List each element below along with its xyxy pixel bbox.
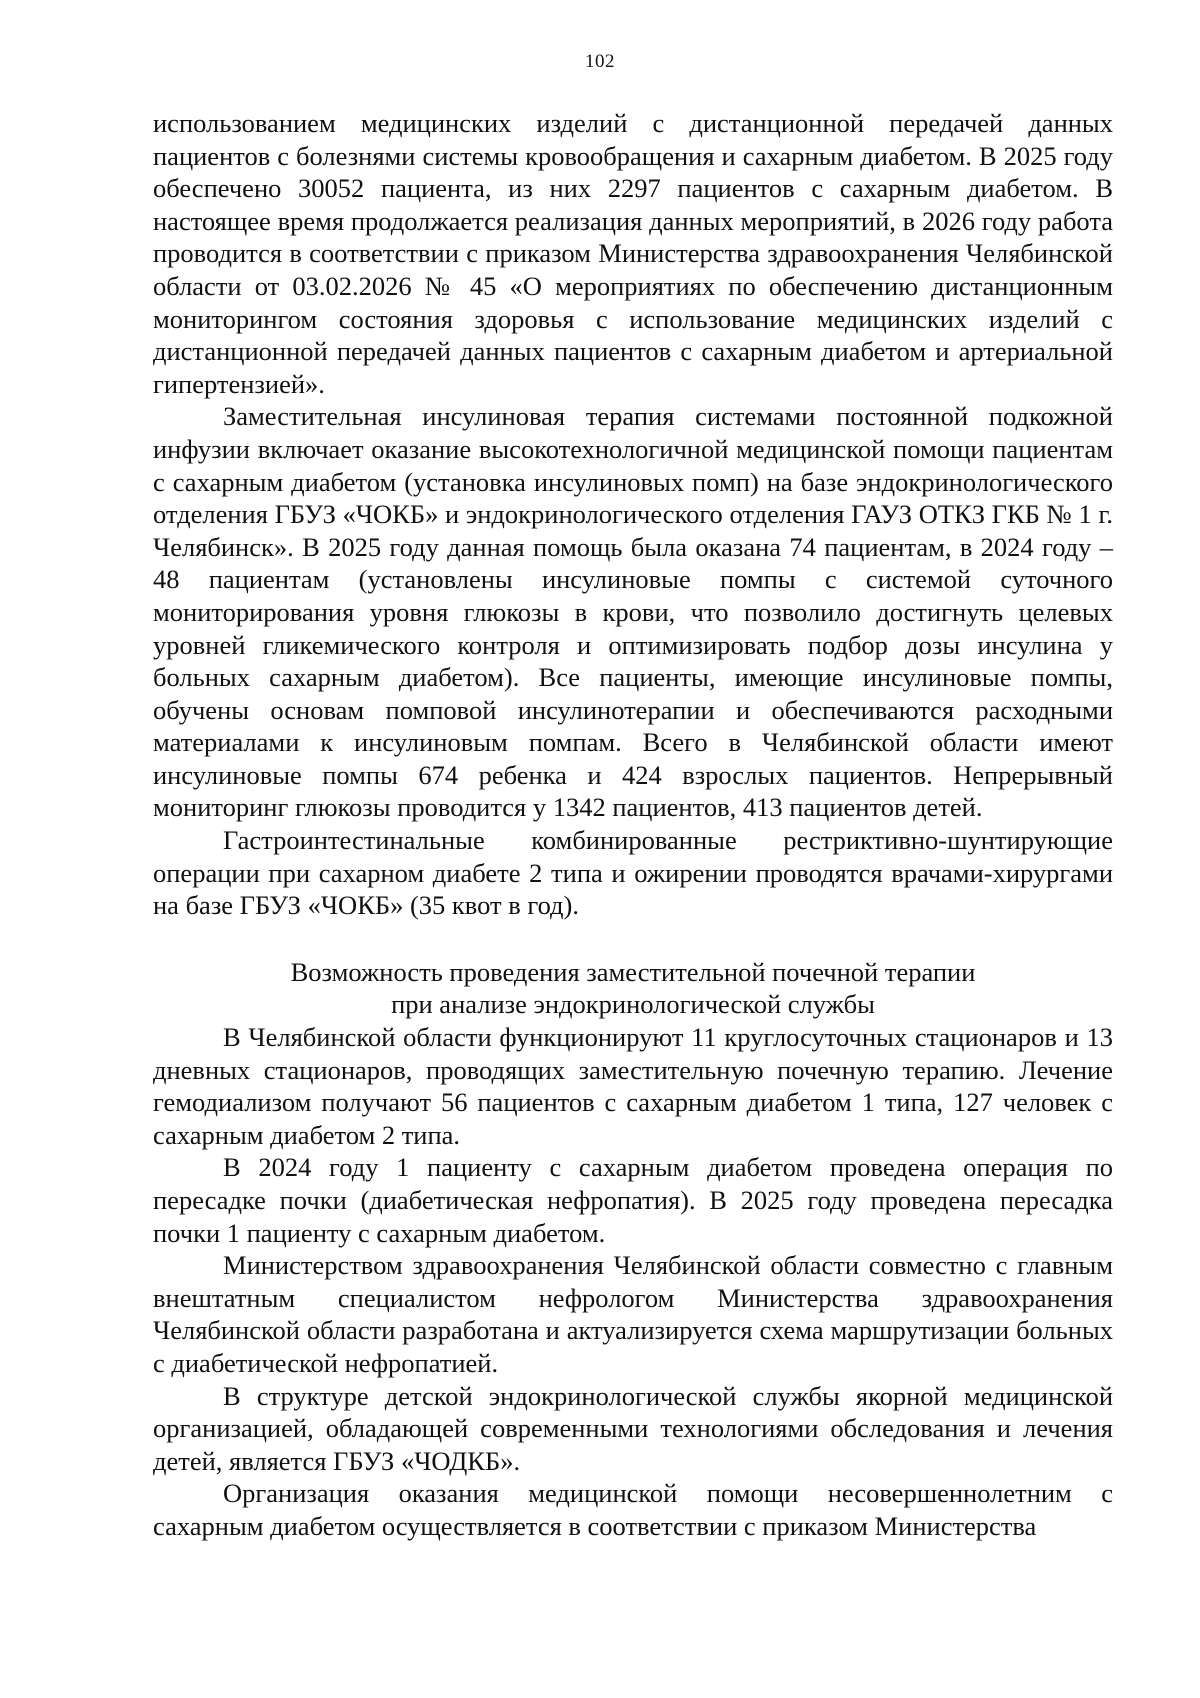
section-heading-line-1: Возможность проведения заместительной почечной терапии	[290, 956, 976, 987]
section-heading	[153, 956, 1113, 1021]
section-heading-line-2: при анализе эндокринологической службы	[391, 989, 875, 1020]
document-body	[153, 107, 1113, 1543]
paragraph-children-service: В структуре детской эндокринологической службы якорной медицинской организацией, обладающей современными технологиями обследования и лечения детей, является ГБУЗ «ЧОДКБ».	[153, 1380, 1113, 1476]
paragraph-dialysis-stations: В Челябинской области функционируют 11 круглосуточных стационаров и 13 дневных стационаров, проводящих заместительную почечную терапию. Лечение гемодиализом получают 56 пациентов с сахарным диабетом 1 типа, 127 человек с сахарным диабетом 2 типа.	[153, 1022, 1113, 1150]
paragraph-routing-scheme: Министерством здравоохранения Челябинской области совместно с главным внештатным специалистом нефрологом Министерства здравоохранения Челябинской области разработана и актуализируется схема маршрутизации больных с диабетической нефропатией.	[153, 1250, 1113, 1378]
paragraph-gastrointestinal-surgery: Гастроинтестинальные комбинированные рестриктивно-шунтирующие операции при сахарном диабете 2 типа и ожирении проводятся врачами-хирургами на базе ГБУЗ «ЧОКБ» (35 квот в год).	[153, 825, 1113, 921]
paragraph-insulin-pump-therapy: Заместительная инсулиновая терапия системами постоянной подкожной инфузии включает оказание высокотехнологичной медицинской помощи пациентам с сахарным диабетом (установка инсулиновых помп) на базе эндокринологического отделения ГБУЗ «ЧОКБ» и эндокринологического отделения ГАУЗ ОТКЗ ГКБ № 1 г. Челябинск». В 2025 году данная помощь была оказана 74 пациентам, в 2024 году – 48 пациентам (установлены инсулиновые помпы с системой суточного мониторирования уровня глюкозы в крови, что позволило достигнуть целевых уровней гликемического контроля и оптимизировать подбор дозы инсулина у больных сахарным диабетом). Все пациенты, имеющие инсулиновые помпы, обучены основам помповой инсулинотерапии и обеспечиваются расходными материалами к инсулиновым помпам. Всего в Челябинской области имеют инсулиновые помпы 674 ребенка и 424 взрослых пациентов. Непрерывный мониторинг глюкозы проводится у 1342 пациентов, 413 пациентов детей.	[153, 401, 1113, 823]
paragraph-kidney-transplant: В 2024 году 1 пациенту с сахарным диабетом проведена операция по пересадке почки (диабетическая нефропатия). В 2025 году проведена пересадка почки 1 пациенту с сахарным диабетом.	[153, 1152, 1113, 1248]
page-number: 102	[585, 51, 615, 72]
paragraph-continuation: использованием медицинских изделий с дистанционной передачей данных пациентов с болезнями системы кровообращения и сахарным диабетом. В 2025 году обеспечено 30052 пациента, из них 2297 пациентов с сахарным диабетом. В настоящее время продолжается реализация данных мероприятий, в 2026 году работа проводится в соответствии с приказом Министерства здравоохранения Челябинской области от 03.02.2026 № 45 «О мероприятиях по обеспечению дистанционным мониторингом состояния здоровья с использование медицинских изделий с дистанционной передачей данных пациентов с сахарным диабетом и артериальной гипертензией».	[153, 108, 1113, 399]
paragraph-minors-care: Организация оказания медицинской помощи несовершеннолетним с сахарным диабетом осуществляется в соответствии с приказом Министерства	[153, 1478, 1113, 1541]
